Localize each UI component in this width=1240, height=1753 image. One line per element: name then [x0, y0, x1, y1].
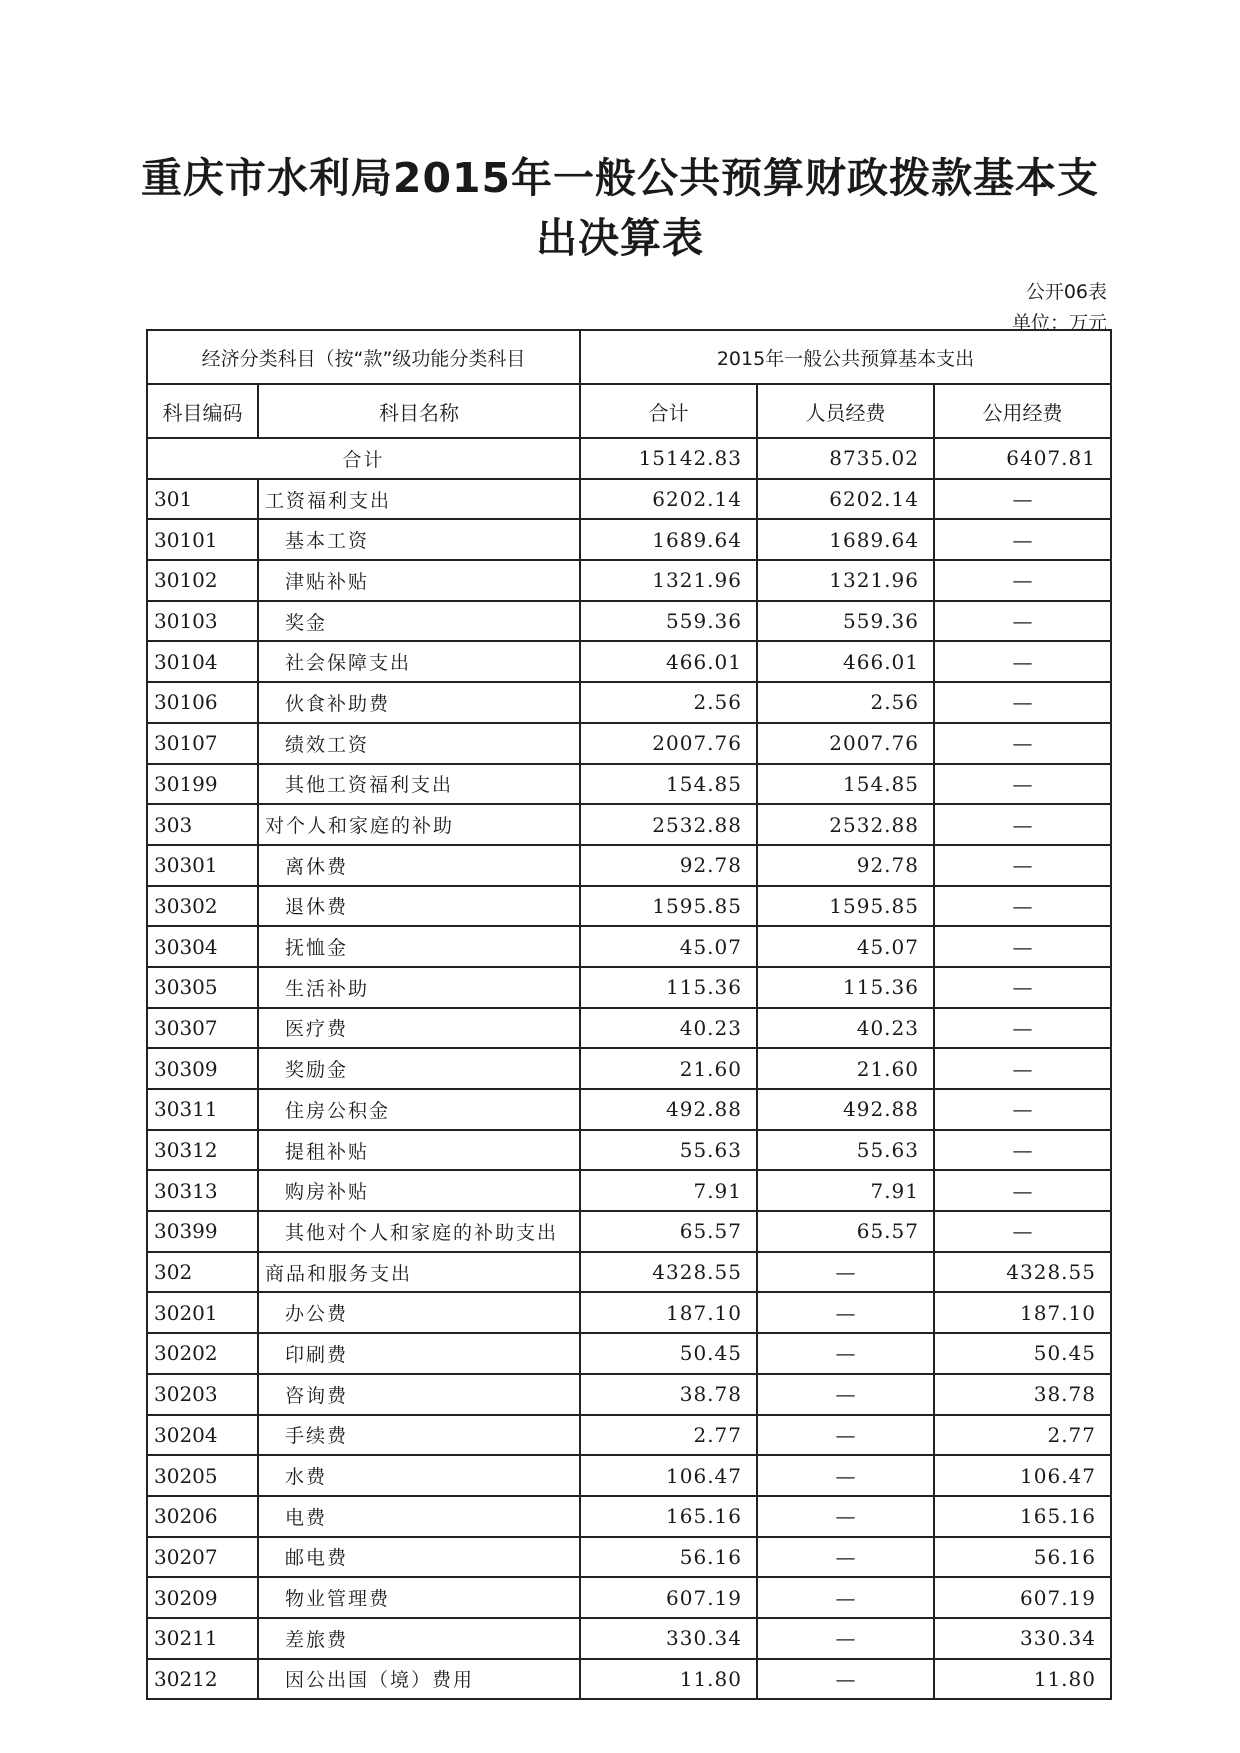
table-row: [147, 764, 1111, 805]
header-row-group: [147, 330, 1111, 384]
row-personnel: —: [757, 1455, 934, 1496]
row-total: 1595.85: [580, 886, 757, 927]
row-total: 45.07: [580, 926, 757, 967]
table-body: [147, 438, 1111, 1699]
table-row: [147, 1659, 1111, 1700]
row-name: 水费: [258, 1455, 580, 1496]
row-name: 手续费: [258, 1415, 580, 1456]
document-title: [120, 148, 1120, 268]
row-public: —: [934, 682, 1111, 723]
row-personnel: 7.91: [757, 1170, 934, 1211]
row-code: 30307: [147, 1008, 258, 1049]
row-name: 抚恤金: [258, 926, 580, 967]
header-personnel: 人员经费: [757, 384, 934, 438]
budget-table: [146, 329, 1112, 1700]
row-total: 56.16: [580, 1537, 757, 1578]
row-public: 607.19: [934, 1577, 1111, 1618]
row-name: 工资福利支出: [258, 479, 580, 520]
header-row-columns: [147, 384, 1111, 438]
table-row: [147, 723, 1111, 764]
row-public: —: [934, 1089, 1111, 1130]
row-total: 40.23: [580, 1008, 757, 1049]
row-name: 其他工资福利支出: [258, 764, 580, 805]
row-total: 65.57: [580, 1211, 757, 1252]
row-name: 伙食补助费: [258, 682, 580, 723]
row-name: 绩效工资: [258, 723, 580, 764]
row-public: 4328.55: [934, 1252, 1111, 1293]
row-code: 30304: [147, 926, 258, 967]
form-number: 公开06表: [1025, 281, 1107, 303]
row-public: 38.78: [934, 1374, 1111, 1415]
row-total: 21.60: [580, 1048, 757, 1089]
row-total: 115.36: [580, 967, 757, 1008]
row-total: 1689.64: [580, 519, 757, 560]
row-public: 165.16: [934, 1496, 1111, 1537]
row-name: 提租补贴: [258, 1130, 580, 1171]
row-code: 30209: [147, 1577, 258, 1618]
row-name: 奖励金: [258, 1048, 580, 1089]
row-personnel: 6202.14: [757, 479, 934, 520]
row-public: 106.47: [934, 1455, 1111, 1496]
row-code: 30207: [147, 1537, 258, 1578]
title-line-2: 出决算表: [536, 214, 704, 262]
row-public: —: [934, 1211, 1111, 1252]
row-personnel: —: [757, 1374, 934, 1415]
row-personnel: 45.07: [757, 926, 934, 967]
row-name: 离休费: [258, 845, 580, 886]
row-name: 对个人和家庭的补助: [258, 804, 580, 845]
row-total: 1321.96: [580, 560, 757, 601]
row-personnel: —: [757, 1659, 934, 1700]
row-code: 30309: [147, 1048, 258, 1089]
row-public: —: [934, 926, 1111, 967]
table-row: [147, 1577, 1111, 1618]
row-personnel: 92.78: [757, 845, 934, 886]
row-personnel: 115.36: [757, 967, 934, 1008]
table-row: [147, 1008, 1111, 1049]
row-code: 30106: [147, 682, 258, 723]
row-code: 30399: [147, 1211, 258, 1252]
row-name: 住房公积金: [258, 1089, 580, 1130]
header-total: 合计: [580, 384, 757, 438]
header-name: 科目名称: [258, 384, 580, 438]
row-personnel: 40.23: [757, 1008, 934, 1049]
table-row: [147, 1537, 1111, 1578]
header-econ-classification: 经济分类科目（按“款”级功能分类科目: [147, 330, 580, 384]
table-row: [147, 560, 1111, 601]
row-total: 11.80: [580, 1659, 757, 1700]
row-total: 492.88: [580, 1089, 757, 1130]
row-personnel: 559.36: [757, 601, 934, 642]
row-personnel: 65.57: [757, 1211, 934, 1252]
header-code: 科目编码: [147, 384, 258, 438]
row-total: 6202.14: [580, 479, 757, 520]
row-personnel: 2007.76: [757, 723, 934, 764]
row-total: 2007.76: [580, 723, 757, 764]
row-code: 30313: [147, 1170, 258, 1211]
row-personnel: —: [757, 1292, 934, 1333]
table-row: [147, 1170, 1111, 1211]
row-code: 30312: [147, 1130, 258, 1171]
row-name: 因公出国（境）费用: [258, 1659, 580, 1700]
row-public: —: [934, 641, 1111, 682]
row-code: 303: [147, 804, 258, 845]
row-personnel: 21.60: [757, 1048, 934, 1089]
row-code: 30103: [147, 601, 258, 642]
table-row: [147, 926, 1111, 967]
table-row: [147, 1211, 1111, 1252]
title-line-1: 重庆市水利局2015年一般公共预算财政拨款基本支: [140, 154, 1100, 202]
row-code: 30199: [147, 764, 258, 805]
row-name: 津贴补贴: [258, 560, 580, 601]
table-row: [147, 1415, 1111, 1456]
row-personnel: 466.01: [757, 641, 934, 682]
table-row: [147, 601, 1111, 642]
row-public: —: [934, 601, 1111, 642]
row-total: 55.63: [580, 1130, 757, 1171]
table-row: [147, 519, 1111, 560]
row-public: —: [934, 479, 1111, 520]
table-row: [147, 479, 1111, 520]
row-total: 187.10: [580, 1292, 757, 1333]
row-name: 电费: [258, 1496, 580, 1537]
table-row: [147, 641, 1111, 682]
table-row: [147, 804, 1111, 845]
table-row: [147, 967, 1111, 1008]
header-budget-group: 2015年一般公共预算基本支出: [580, 330, 1111, 384]
row-name: 生活补助: [258, 967, 580, 1008]
row-name: 其他对个人和家庭的补助支出: [258, 1211, 580, 1252]
row-public: —: [934, 967, 1111, 1008]
row-total: 2.56: [580, 682, 757, 723]
total-amount: 15142.83: [580, 438, 757, 479]
row-personnel: 2532.88: [757, 804, 934, 845]
row-name: 印刷费: [258, 1333, 580, 1374]
row-personnel: 2.56: [757, 682, 934, 723]
row-total: 4328.55: [580, 1252, 757, 1293]
row-code: 30104: [147, 641, 258, 682]
row-public: —: [934, 764, 1111, 805]
table-row: [147, 1130, 1111, 1171]
row-personnel: 55.63: [757, 1130, 934, 1171]
row-code: 302: [147, 1252, 258, 1293]
row-total: 466.01: [580, 641, 757, 682]
row-total: 50.45: [580, 1333, 757, 1374]
table-row: [147, 1496, 1111, 1537]
row-name: 医疗费: [258, 1008, 580, 1049]
row-total: 2532.88: [580, 804, 757, 845]
table-row: [147, 1292, 1111, 1333]
row-code: 30301: [147, 845, 258, 886]
row-personnel: 1321.96: [757, 560, 934, 601]
table-row: [147, 1618, 1111, 1659]
row-total: 2.77: [580, 1415, 757, 1456]
row-public: —: [934, 1008, 1111, 1049]
row-code: 30101: [147, 519, 258, 560]
table-row: [147, 1333, 1111, 1374]
row-code: 30204: [147, 1415, 258, 1456]
total-personnel: 8735.02: [757, 438, 934, 479]
row-total: 559.36: [580, 601, 757, 642]
table-row: [147, 682, 1111, 723]
row-public: —: [934, 845, 1111, 886]
row-public: 11.80: [934, 1659, 1111, 1700]
row-personnel: 154.85: [757, 764, 934, 805]
row-public: 187.10: [934, 1292, 1111, 1333]
row-code: 30305: [147, 967, 258, 1008]
total-label: 合计: [147, 438, 580, 479]
row-name: 办公费: [258, 1292, 580, 1333]
table-row: [147, 1048, 1111, 1089]
row-public: 50.45: [934, 1333, 1111, 1374]
row-public: —: [934, 1048, 1111, 1089]
row-personnel: —: [757, 1252, 934, 1293]
row-total: 607.19: [580, 1577, 757, 1618]
row-public: 2.77: [934, 1415, 1111, 1456]
row-code: 30302: [147, 886, 258, 927]
row-public: —: [934, 723, 1111, 764]
total-row: [147, 438, 1111, 479]
row-personnel: —: [757, 1618, 934, 1659]
row-total: 106.47: [580, 1455, 757, 1496]
row-code: 30205: [147, 1455, 258, 1496]
row-total: 92.78: [580, 845, 757, 886]
table-row: [147, 886, 1111, 927]
row-name: 物业管理费: [258, 1577, 580, 1618]
row-name: 咨询费: [258, 1374, 580, 1415]
table-row: [147, 1089, 1111, 1130]
row-total: 165.16: [580, 1496, 757, 1537]
unit-label: 单位：万元: [1011, 312, 1107, 334]
total-public: 6407.81: [934, 438, 1111, 479]
row-code: 30107: [147, 723, 258, 764]
row-personnel: —: [757, 1496, 934, 1537]
row-total: 7.91: [580, 1170, 757, 1211]
row-public: 56.16: [934, 1537, 1111, 1578]
row-code: 30206: [147, 1496, 258, 1537]
row-name: 奖金: [258, 601, 580, 642]
row-personnel: —: [757, 1577, 934, 1618]
row-code: 30102: [147, 560, 258, 601]
row-code: 30311: [147, 1089, 258, 1130]
table-row: [147, 1252, 1111, 1293]
row-personnel: —: [757, 1333, 934, 1374]
row-public: —: [934, 886, 1111, 927]
row-public: 330.34: [934, 1618, 1111, 1659]
row-name: 邮电费: [258, 1537, 580, 1578]
row-personnel: —: [757, 1415, 934, 1456]
row-code: 30203: [147, 1374, 258, 1415]
header-public: 公用经费: [934, 384, 1111, 438]
row-public: —: [934, 519, 1111, 560]
row-personnel: —: [757, 1537, 934, 1578]
row-name: 退休费: [258, 886, 580, 927]
row-personnel: 492.88: [757, 1089, 934, 1130]
row-public: —: [934, 1170, 1111, 1211]
row-name: 购房补贴: [258, 1170, 580, 1211]
row-code: 30202: [147, 1333, 258, 1374]
table-row: [147, 1455, 1111, 1496]
row-public: —: [934, 560, 1111, 601]
row-personnel: 1595.85: [757, 886, 934, 927]
row-name: 商品和服务支出: [258, 1252, 580, 1293]
row-code: 301: [147, 479, 258, 520]
row-code: 30212: [147, 1659, 258, 1700]
table-row: [147, 845, 1111, 886]
table-row: [147, 1374, 1111, 1415]
row-total: 38.78: [580, 1374, 757, 1415]
row-code: 30211: [147, 1618, 258, 1659]
row-total: 154.85: [580, 764, 757, 805]
row-personnel: 1689.64: [757, 519, 934, 560]
row-public: —: [934, 1130, 1111, 1171]
row-name: 差旅费: [258, 1618, 580, 1659]
row-name: 基本工资: [258, 519, 580, 560]
row-total: 330.34: [580, 1618, 757, 1659]
row-name: 社会保障支出: [258, 641, 580, 682]
row-code: 30201: [147, 1292, 258, 1333]
row-public: —: [934, 804, 1111, 845]
